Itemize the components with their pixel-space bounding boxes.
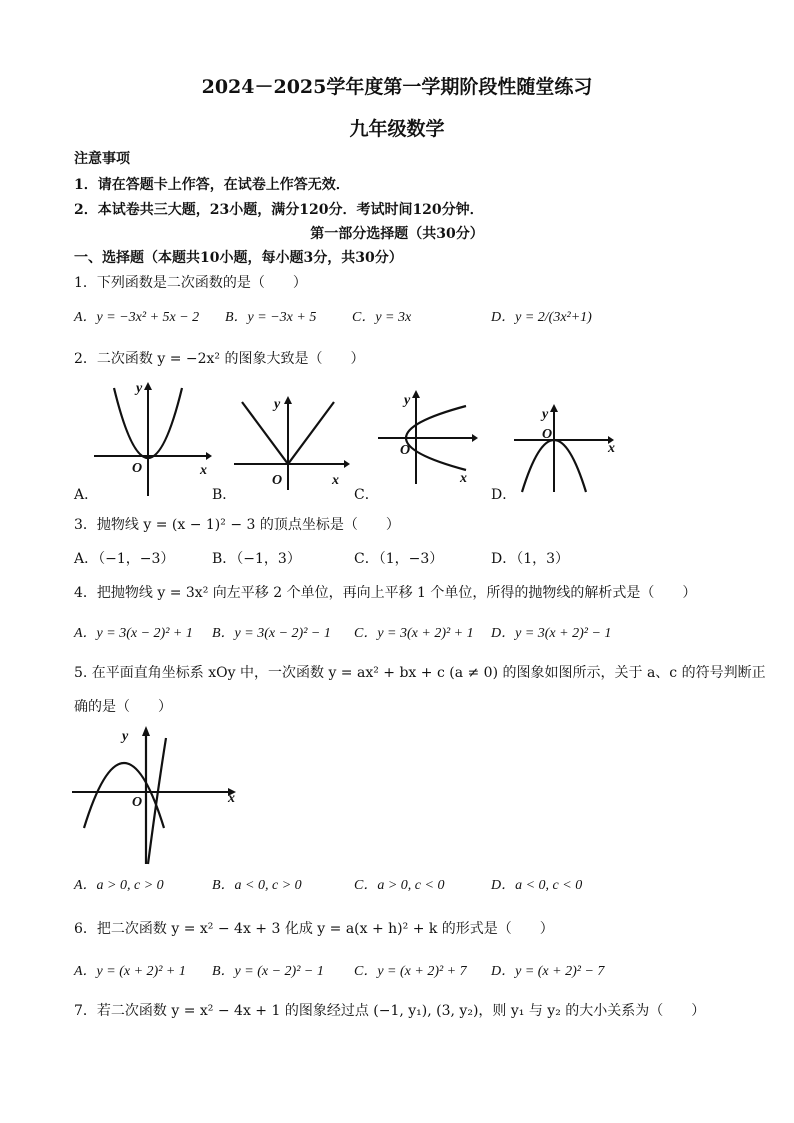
notes-heading: 注意事项 bbox=[74, 151, 130, 167]
option-d: D． bbox=[491, 487, 517, 503]
option-c: C．a > 0, c < 0 bbox=[354, 878, 445, 893]
option-c: C．y = (x + 2)² + 7 bbox=[354, 964, 467, 979]
question-stem: 4．把抛物线 y = 3x² 向左平移 2 个单位，再向上平移 1 个单位，所得的抛物线的解析式是（ ） bbox=[74, 585, 697, 601]
origin-label: O bbox=[400, 443, 411, 458]
option-d: D．a < 0, c < 0 bbox=[491, 878, 583, 893]
y-label: y bbox=[122, 729, 129, 744]
x-label: x bbox=[332, 473, 339, 488]
note-item: 1．请在答题卡上作答，在试卷上作答无效． bbox=[74, 177, 350, 193]
origin-label: O bbox=[132, 461, 143, 476]
graph-a bbox=[92, 378, 212, 498]
origin-label: O bbox=[542, 427, 553, 442]
x-label: x bbox=[200, 463, 207, 478]
option-b: B． bbox=[212, 487, 237, 503]
option-a: A．a > 0, c > 0 bbox=[74, 878, 164, 893]
graph-q5 bbox=[70, 718, 246, 866]
y-label: y bbox=[136, 381, 143, 396]
graph-b bbox=[232, 392, 352, 492]
origin-label: O bbox=[272, 473, 283, 488]
y-label: y bbox=[274, 397, 281, 412]
option-c: C． bbox=[354, 487, 379, 503]
question-stem: 7．若二次函数 y = x² − 4x + 1 的图象经过点 (−1, y₁), (3, y₂)，则 y₁ 与 y₂ 的大小关系为（ ） bbox=[74, 1003, 706, 1019]
y-label: y bbox=[404, 393, 411, 408]
option-b: B．y = 3(x − 2)² − 1 bbox=[212, 626, 331, 641]
y-label: y bbox=[542, 407, 549, 422]
option-b: B．（−1，3） bbox=[212, 551, 301, 567]
option-b: B．y = −3x + 5 bbox=[225, 310, 317, 325]
option-b: B．y = (x − 2)² − 1 bbox=[212, 964, 324, 979]
option-a: A．y = 3(x − 2)² + 1 bbox=[74, 626, 193, 641]
graph-c bbox=[376, 388, 486, 488]
section-heading: 一、选择题（本题共10小题，每小题3分，共30分） bbox=[74, 250, 403, 266]
option-c: C．y = 3x bbox=[352, 310, 412, 325]
option-c: C．y = 3(x + 2)² + 1 bbox=[354, 626, 474, 641]
option-d: D．y = 2/(3x²+1) bbox=[491, 310, 592, 325]
option-d: D．y = 3(x + 2)² − 1 bbox=[491, 626, 612, 641]
option-d: D．y = (x + 2)² − 7 bbox=[491, 964, 605, 979]
question-stem: 3．抛物线 y = (x − 1)² − 3 的顶点坐标是（ ） bbox=[74, 517, 400, 533]
option-b: B．a < 0, c > 0 bbox=[212, 878, 302, 893]
x-label: x bbox=[460, 471, 467, 486]
option-a: A．（−1，−3） bbox=[74, 551, 175, 567]
option-a: A．y = −3x² + 5x − 2 bbox=[74, 310, 200, 325]
option-a: A．y = (x + 2)² + 1 bbox=[74, 964, 186, 979]
origin-label: O bbox=[132, 795, 143, 810]
question-stem: 5. 在平面直角坐标系 xOy 中，一次函数 y = ax² + bx + c (a ≠ 0) 的图象如图所示，关于 a、c 的符号判断正 bbox=[74, 665, 766, 681]
option-c: C．（1，−3） bbox=[354, 551, 444, 567]
part-heading: 第一部分选择题（共30分） bbox=[310, 226, 484, 242]
exam-title: 2024－2025学年度第一学期阶段性随堂练习 bbox=[201, 76, 593, 98]
x-label: x bbox=[608, 441, 615, 456]
option-d: D．（1，3） bbox=[491, 551, 570, 567]
question-stem: 1．下列函数是二次函数的是（ ） bbox=[74, 275, 307, 291]
question-stem: 2．二次函数 y = −2x² 的图象大致是（ ） bbox=[74, 351, 365, 367]
question-stem-continued: 确的是（ ） bbox=[74, 699, 172, 715]
question-stem: 6．把二次函数 y = x² − 4x + 3 化成 y = a(x + h)² + k 的形式是（ ） bbox=[74, 921, 554, 937]
exam-subtitle: 九年级数学 bbox=[349, 118, 445, 140]
option-a: A． bbox=[74, 487, 99, 503]
graph-d bbox=[512, 400, 622, 496]
x-label: x bbox=[228, 791, 235, 806]
note-item: 2．本试卷共三大题，23小题，满分120分．考试时间120分钟． bbox=[74, 202, 484, 218]
